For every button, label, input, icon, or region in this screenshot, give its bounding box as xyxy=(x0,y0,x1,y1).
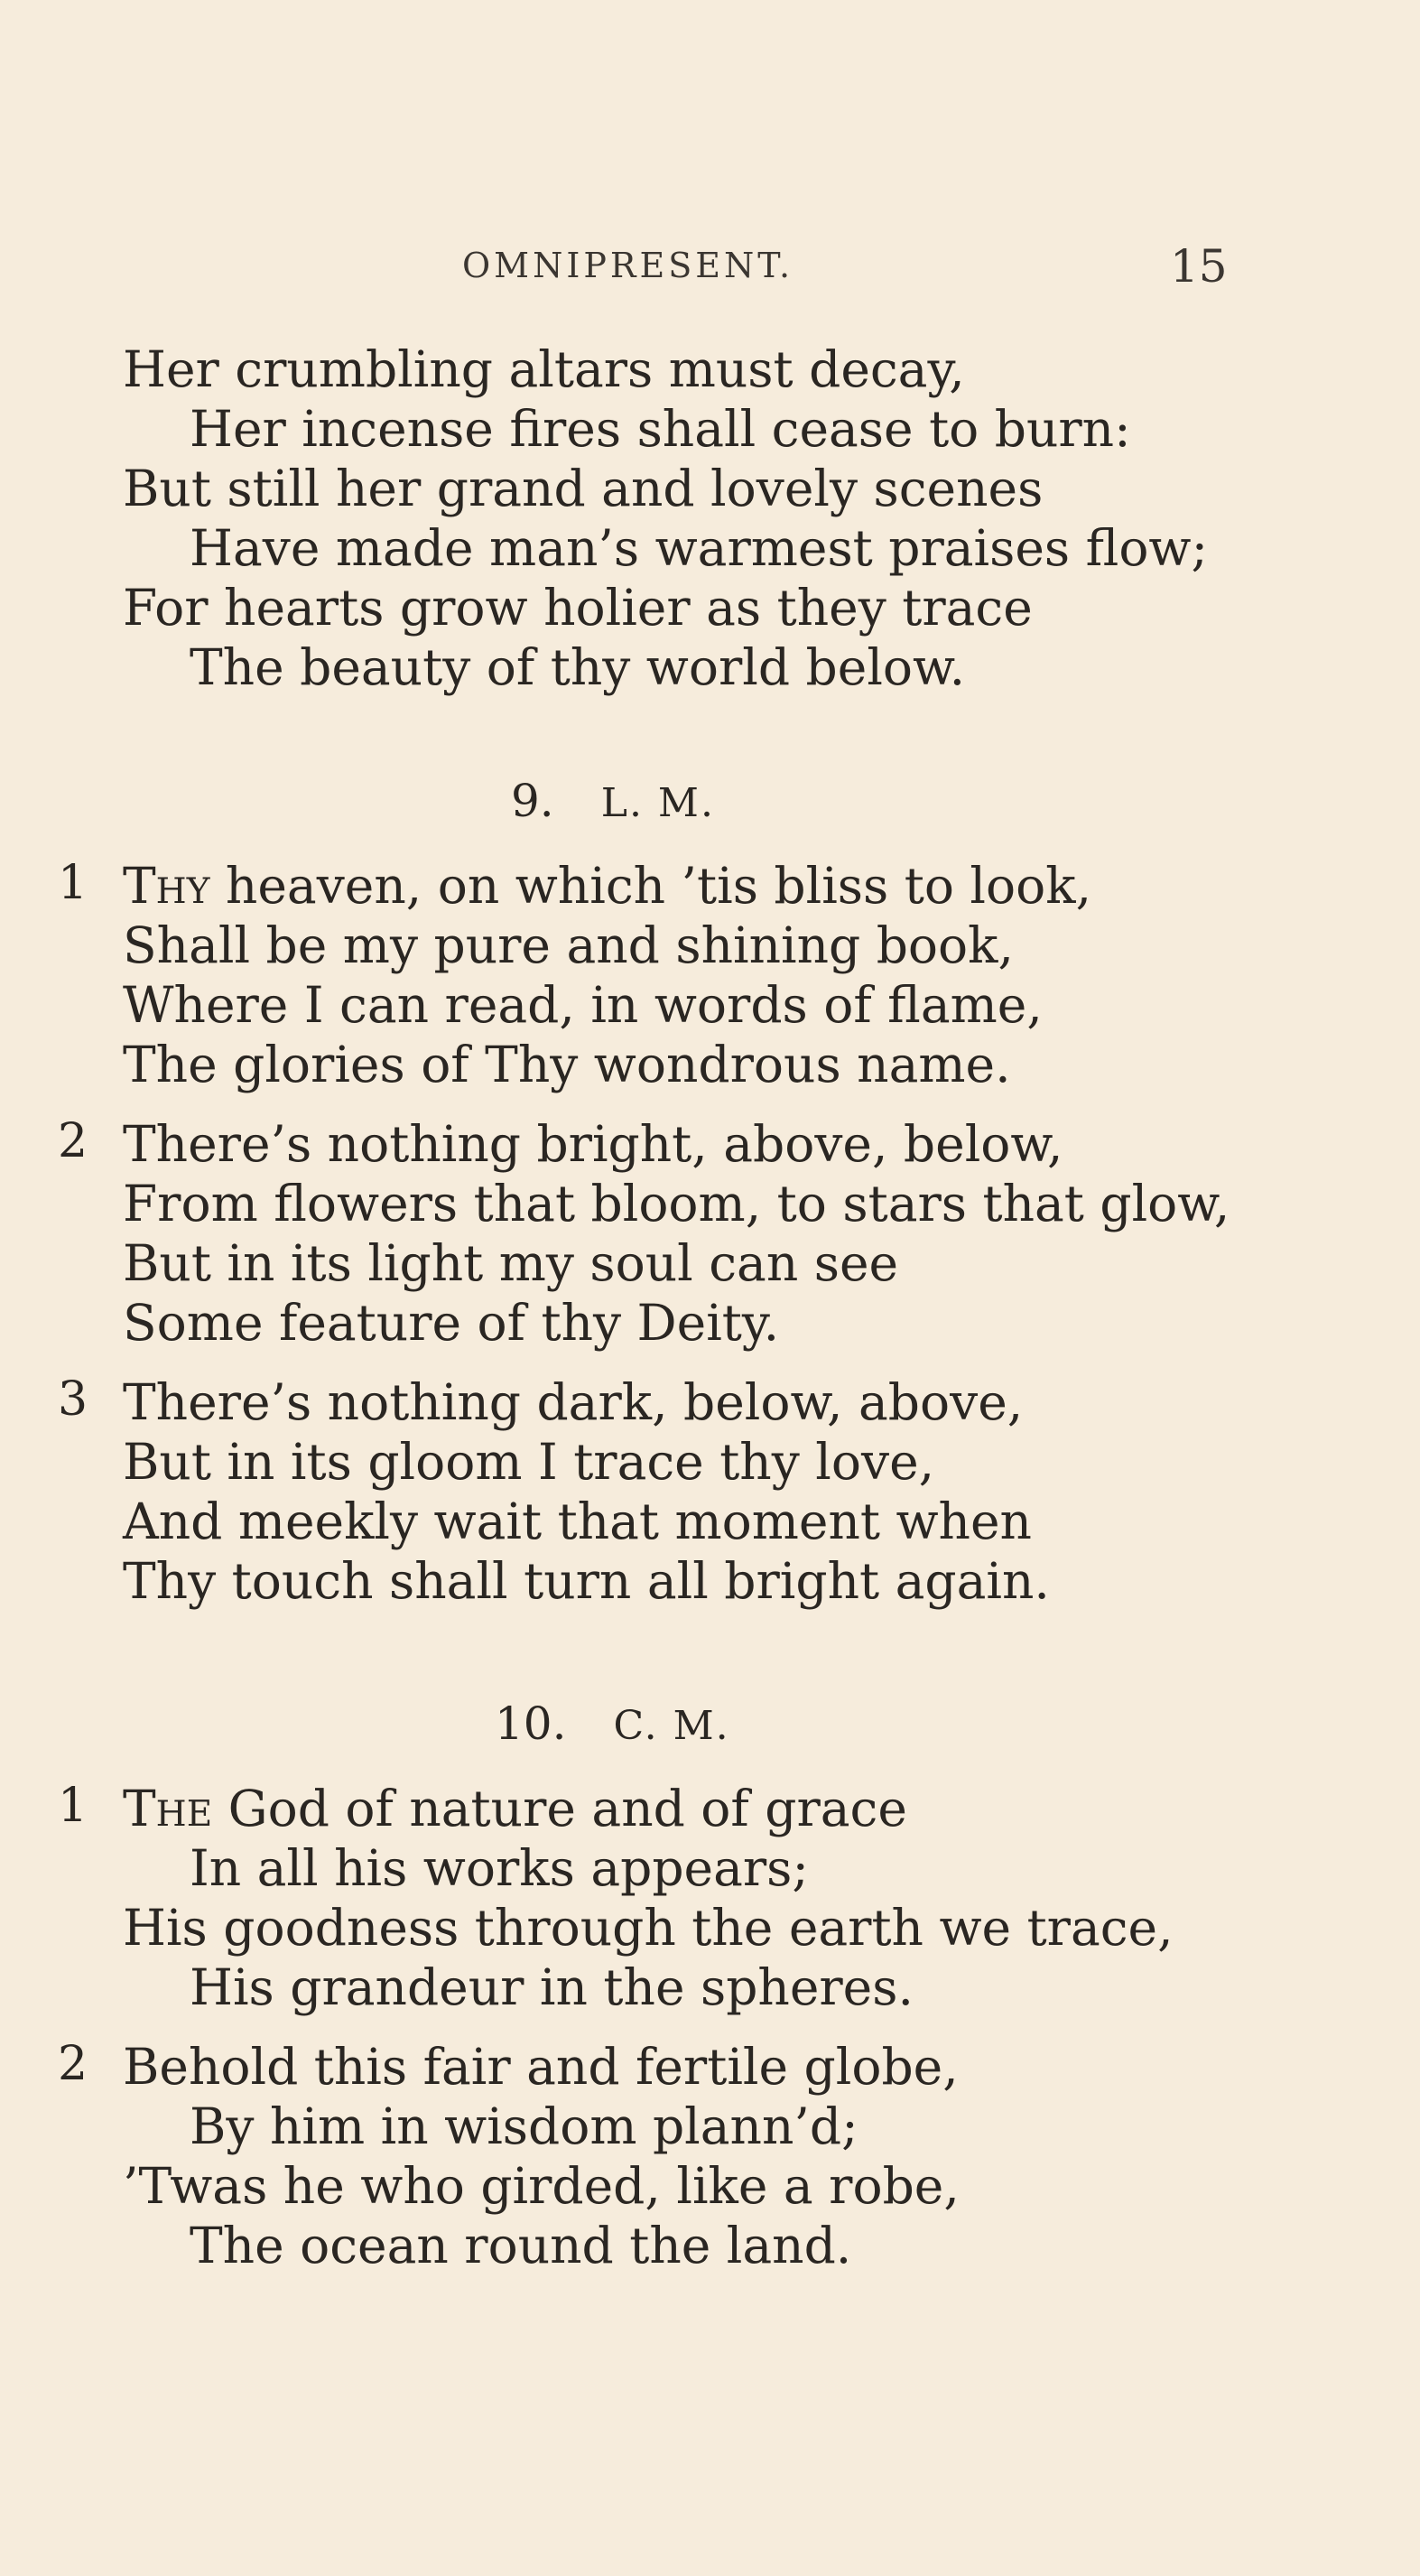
verse-line: Shall be my pure and shining book, xyxy=(123,916,1014,974)
running-head xyxy=(0,240,1420,300)
hymn-number: 9. xyxy=(511,775,554,827)
running-title: OMNIPRESENT. xyxy=(462,246,794,285)
stanza-number: 2 xyxy=(58,2037,88,2091)
first-word: The xyxy=(123,1780,213,1837)
verse-line: The glories of Thy wondrous name. xyxy=(123,1036,1011,1093)
first-line-rest: heaven, on which ’tis bliss to look, xyxy=(209,857,1092,915)
verse-line: Some feature of thy Deity. xyxy=(123,1294,780,1352)
stanza-number: 3 xyxy=(58,1372,88,1427)
verse-line: Thy touch shall turn all bright again. xyxy=(123,1552,1050,1610)
verse-line: The ocean round the land. xyxy=(190,2217,852,2274)
verse-line: There’s nothing bright, above, below, xyxy=(123,1115,1063,1173)
verse-line: ’Twas he who girded, like a robe, xyxy=(123,2157,960,2215)
verse-line xyxy=(123,856,1091,916)
verse-line: There’s nothing dark, below, above, xyxy=(123,1373,1024,1431)
first-line-rest: God of nature and of grace xyxy=(212,1780,907,1837)
verse-line: Have made man’s warmest praises flow; xyxy=(190,519,1209,577)
verse-line: His goodness through the earth we trace, xyxy=(123,1899,1174,1957)
verse-line xyxy=(123,1779,907,1838)
hymn-heading xyxy=(511,775,715,827)
verse-line: The beauty of thy world below. xyxy=(190,638,966,696)
verse-line: From flowers that bloom, to stars that glow, xyxy=(123,1175,1230,1232)
verse-line: And meekly wait that moment when xyxy=(123,1493,1032,1550)
page-number: 15 xyxy=(1170,240,1228,293)
verse-line: Her incense fires shall cease to burn: xyxy=(190,400,1131,458)
verse-line: But still her grand and lovely scenes xyxy=(123,460,1044,517)
verse-line: In all his works appears; xyxy=(190,1839,809,1897)
stanza-number: 2 xyxy=(58,1114,88,1168)
verse-line: But in its gloom I trace thy love, xyxy=(123,1433,935,1491)
verse-line: But in its light my soul can see xyxy=(123,1234,899,1292)
verse-line: His grandeur in the spheres. xyxy=(190,1958,914,2016)
stanza-number: 1 xyxy=(58,856,88,910)
stanza-number: 1 xyxy=(58,1779,88,1833)
verse-line: By him in wisdom plann’d; xyxy=(190,2097,858,2155)
first-word: Thy xyxy=(123,857,210,915)
verse-line: For hearts grow holier as they trace xyxy=(123,579,1033,637)
hymn-meter: L. M. xyxy=(600,780,715,826)
verse-line: Her crumbling altars must decay, xyxy=(123,340,965,398)
verse-line: Where I can read, in words of flame, xyxy=(123,976,1043,1034)
hymn-number: 10. xyxy=(495,1697,567,1750)
hymn-heading xyxy=(495,1697,730,1750)
hymn-meter: C. M. xyxy=(613,1703,730,1749)
verse-line: Behold this fair and fertile globe, xyxy=(123,2038,959,2096)
